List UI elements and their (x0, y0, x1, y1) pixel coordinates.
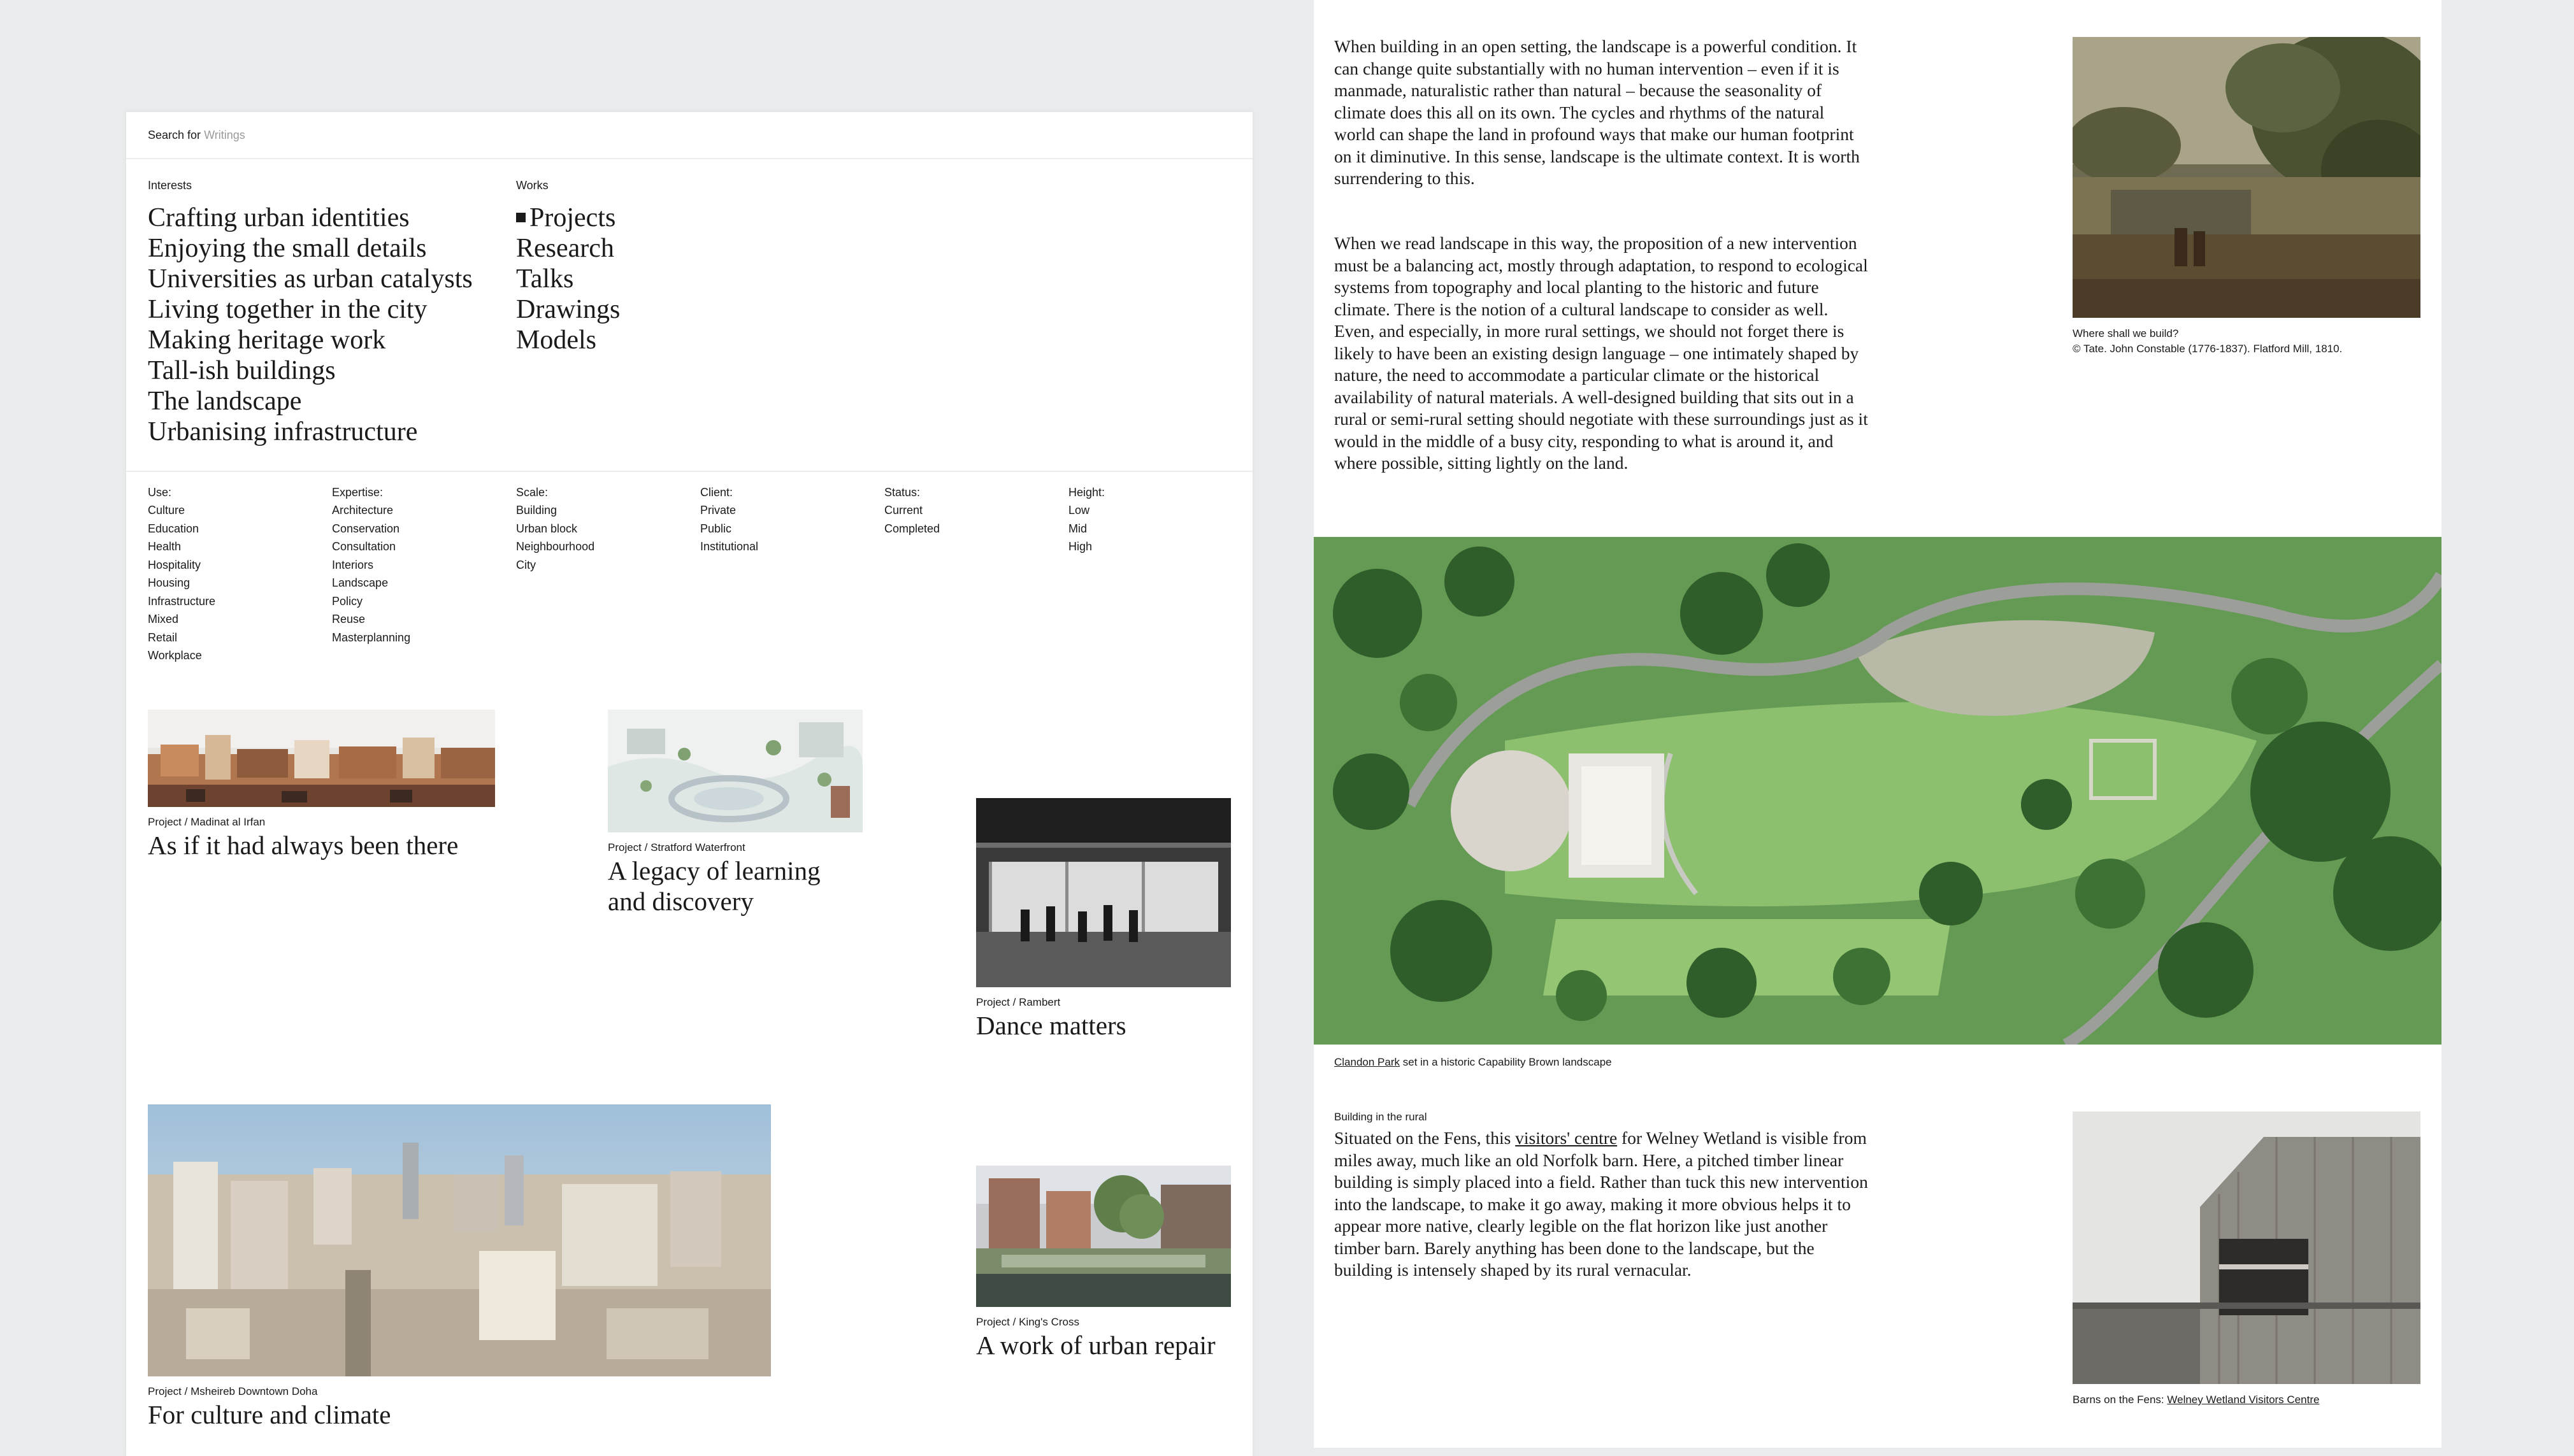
project-thumbnail-madinat (148, 710, 495, 807)
filter-option[interactable]: Mid (1068, 522, 1088, 535)
project-card[interactable] (976, 798, 1231, 1041)
filter-option[interactable]: Private (700, 504, 737, 517)
works-item-talks[interactable]: Talks (516, 264, 574, 294)
painting-caption-credit: © Tate. John Constable (1776-1837). Flatford Mill, 1810. (2073, 343, 2343, 355)
project-title[interactable]: As if it had always been there (148, 831, 459, 860)
search-term[interactable]: Writings (204, 129, 245, 141)
project-meta: Project / Stratford Waterfront (608, 841, 745, 853)
works-item-label: Projects (529, 203, 616, 232)
divider (126, 158, 1253, 159)
filter-option[interactable]: Infrastructure (148, 594, 216, 608)
filter-option[interactable]: Architecture (332, 504, 394, 517)
filter-heading: Expertise: (332, 486, 384, 499)
interest-item[interactable]: Tall-ish buildings (148, 356, 336, 385)
project-thumbnail-stratford (608, 710, 863, 832)
filter-column (516, 483, 682, 574)
works-item-projects[interactable] (516, 203, 620, 233)
search-prefix: Search for (148, 129, 201, 141)
filter-option[interactable]: Completed (884, 522, 940, 535)
painting-image-flatford-mill (2073, 37, 2420, 318)
works-item-models[interactable]: Models (516, 325, 596, 355)
filter-option[interactable]: Current (884, 504, 923, 517)
painting-caption-title: Where shall we build? (2073, 327, 2179, 339)
clandon-park-link[interactable]: Clandon Park (1334, 1056, 1400, 1068)
works-item-drawings[interactable]: Drawings (516, 295, 621, 324)
project-thumbnail-msheireb (148, 1104, 771, 1376)
site-plan-caption-text: set in a historic Capability Brown landscape (1400, 1056, 1612, 1068)
filter-option[interactable]: Hospitality (148, 558, 201, 571)
works-label: Works (516, 179, 549, 192)
filter-option[interactable]: Building (516, 504, 557, 517)
article-panel (1314, 0, 2441, 1448)
barn-caption (2073, 1392, 2319, 1408)
interest-item[interactable]: The landscape (148, 387, 302, 416)
filter-option[interactable]: Policy (332, 594, 363, 608)
barn-image-welney (2073, 1111, 2420, 1384)
interests-list (148, 203, 473, 447)
filter-option[interactable]: Culture (148, 504, 185, 517)
filter-option[interactable]: Retail (148, 631, 178, 644)
filter-option[interactable]: Health (148, 540, 182, 553)
filter-option[interactable]: Housing (148, 576, 191, 589)
paragraph-text: Situated on the Fens, this (1334, 1128, 1516, 1148)
project-card[interactable] (148, 1104, 771, 1430)
project-meta: Project / Madinat al Irfan (148, 816, 266, 828)
selected-square-icon (516, 213, 526, 222)
filter-column (148, 483, 313, 665)
project-meta: Project / King's Cross (976, 1316, 1079, 1328)
filter-option[interactable]: Conservation (332, 522, 400, 535)
barn-caption-text: Barns on the Fens: (2073, 1394, 2168, 1406)
article-paragraph-2: When we read landscape in this way, the proposition of a new intervention must be a balancing act, mostly through adaptation, to respond to ecological systems from topography and local planting to the historic and future climate. There is the notion of a cultural landscape to consider as well. Even, and especially, in more rural settings, we should not forget there is likely to have been an existing design language – one intimately shaped by nature, the need to accommodate a particular climate or the historical availability of natural materials. A well-designed building that sits out in a rural or semi-rural setting should negotiate with these surroundings just as it would in the middle of a busy city, responding to what is around it, and where possible, sitting lightly on the land. (1334, 233, 1868, 473)
site-plan-image-clandon-park (1314, 537, 2441, 1045)
filter-option[interactable]: High (1068, 540, 1093, 553)
filter-option[interactable]: Education (148, 522, 199, 535)
search-results-panel (126, 112, 1253, 1456)
filter-column (884, 483, 1050, 538)
article-paragraph-3 (1334, 1127, 1869, 1281)
filter-heading: Height: (1068, 486, 1105, 499)
project-title[interactable]: A work of urban repair (976, 1331, 1216, 1360)
filter-option[interactable]: City (516, 558, 536, 571)
filter-heading: Status: (884, 486, 921, 499)
welney-wetland-link[interactable]: Welney Wetland Visitors Centre (2167, 1394, 2320, 1406)
interest-item[interactable]: Making heritage work (148, 325, 386, 355)
interest-item[interactable]: Enjoying the small details (148, 234, 427, 263)
interest-item[interactable]: Crafting urban identities (148, 203, 410, 232)
section-label: Building in the rural (1334, 1111, 1427, 1123)
filter-column (1068, 483, 1234, 556)
project-meta: Project / Rambert (976, 996, 1061, 1008)
interest-item[interactable]: Living together in the city (148, 295, 428, 324)
project-thumbnail-rambert (976, 798, 1231, 987)
filter-option[interactable]: Consultation (332, 540, 396, 553)
works-item-research[interactable]: Research (516, 234, 614, 263)
filter-option[interactable]: Masterplanning (332, 631, 411, 644)
works-list (516, 203, 620, 355)
project-card[interactable] (976, 1166, 1231, 1360)
visitors-centre-link[interactable]: visitors' centre (1515, 1128, 1618, 1148)
project-card[interactable] (148, 710, 495, 860)
project-title[interactable]: A legacy of learning and discovery (608, 856, 821, 916)
filter-option[interactable]: Neighbourhood (516, 540, 595, 553)
filter-option[interactable]: Workplace (148, 649, 202, 662)
paragraph-text: for Welney Wetland is visible from miles away, much like an old Norfolk barn. Here, a pitched timber linear building is simply placed into a field. Rather than tuck this new intervention into the landscape, to make it go away, making it more obvious helps it to appear more native, clearly legible on the flat horizon like just another timber barn. Barely anything has been done to the landscape, but the building is intensely shaped by its rural vernacular. (1334, 1128, 1868, 1280)
filter-option[interactable]: Low (1068, 504, 1090, 517)
filter-heading: Use: (148, 486, 172, 499)
filter-option[interactable]: Institutional (700, 540, 759, 553)
project-title[interactable]: Dance matters (976, 1011, 1126, 1040)
divider (126, 471, 1253, 472)
filter-option[interactable]: Landscape (332, 576, 389, 589)
site-plan-caption (1334, 1055, 1612, 1070)
filter-option[interactable]: Reuse (332, 613, 366, 625)
search-bar[interactable] (148, 129, 245, 142)
filter-heading: Client: (700, 486, 733, 499)
filter-column (700, 483, 866, 556)
filter-option[interactable]: Interiors (332, 558, 374, 571)
filter-heading: Scale: (516, 486, 549, 499)
filter-option[interactable]: Mixed (148, 613, 179, 625)
project-meta: Project / Msheireb Downtown Doha (148, 1385, 318, 1397)
interest-item[interactable]: Urbanising infrastructure (148, 417, 418, 446)
project-card[interactable] (608, 710, 863, 917)
project-thumbnail-kings-cross (976, 1166, 1231, 1307)
filter-option[interactable]: Public (700, 522, 732, 535)
interest-item[interactable]: Universities as urban catalysts (148, 264, 473, 294)
filter-column (332, 483, 498, 646)
project-title[interactable]: For culture and climate (148, 1400, 391, 1429)
article-paragraph-1: When building in an open setting, the landscape is a powerful condition. It can change quite substantially with no human intervention – even if it is manmade, naturalistic rather than natural – because the seasonality of climate does this all on its own. The cycles and rhythms of the natural world can shape the land in profound ways that make our human footprint on it diminutive. In this sense, landscape is the ultimate context. It is worth surrendering to this. (1334, 36, 1860, 188)
filter-option[interactable]: Urban block (516, 522, 578, 535)
interests-label: Interests (148, 179, 192, 192)
